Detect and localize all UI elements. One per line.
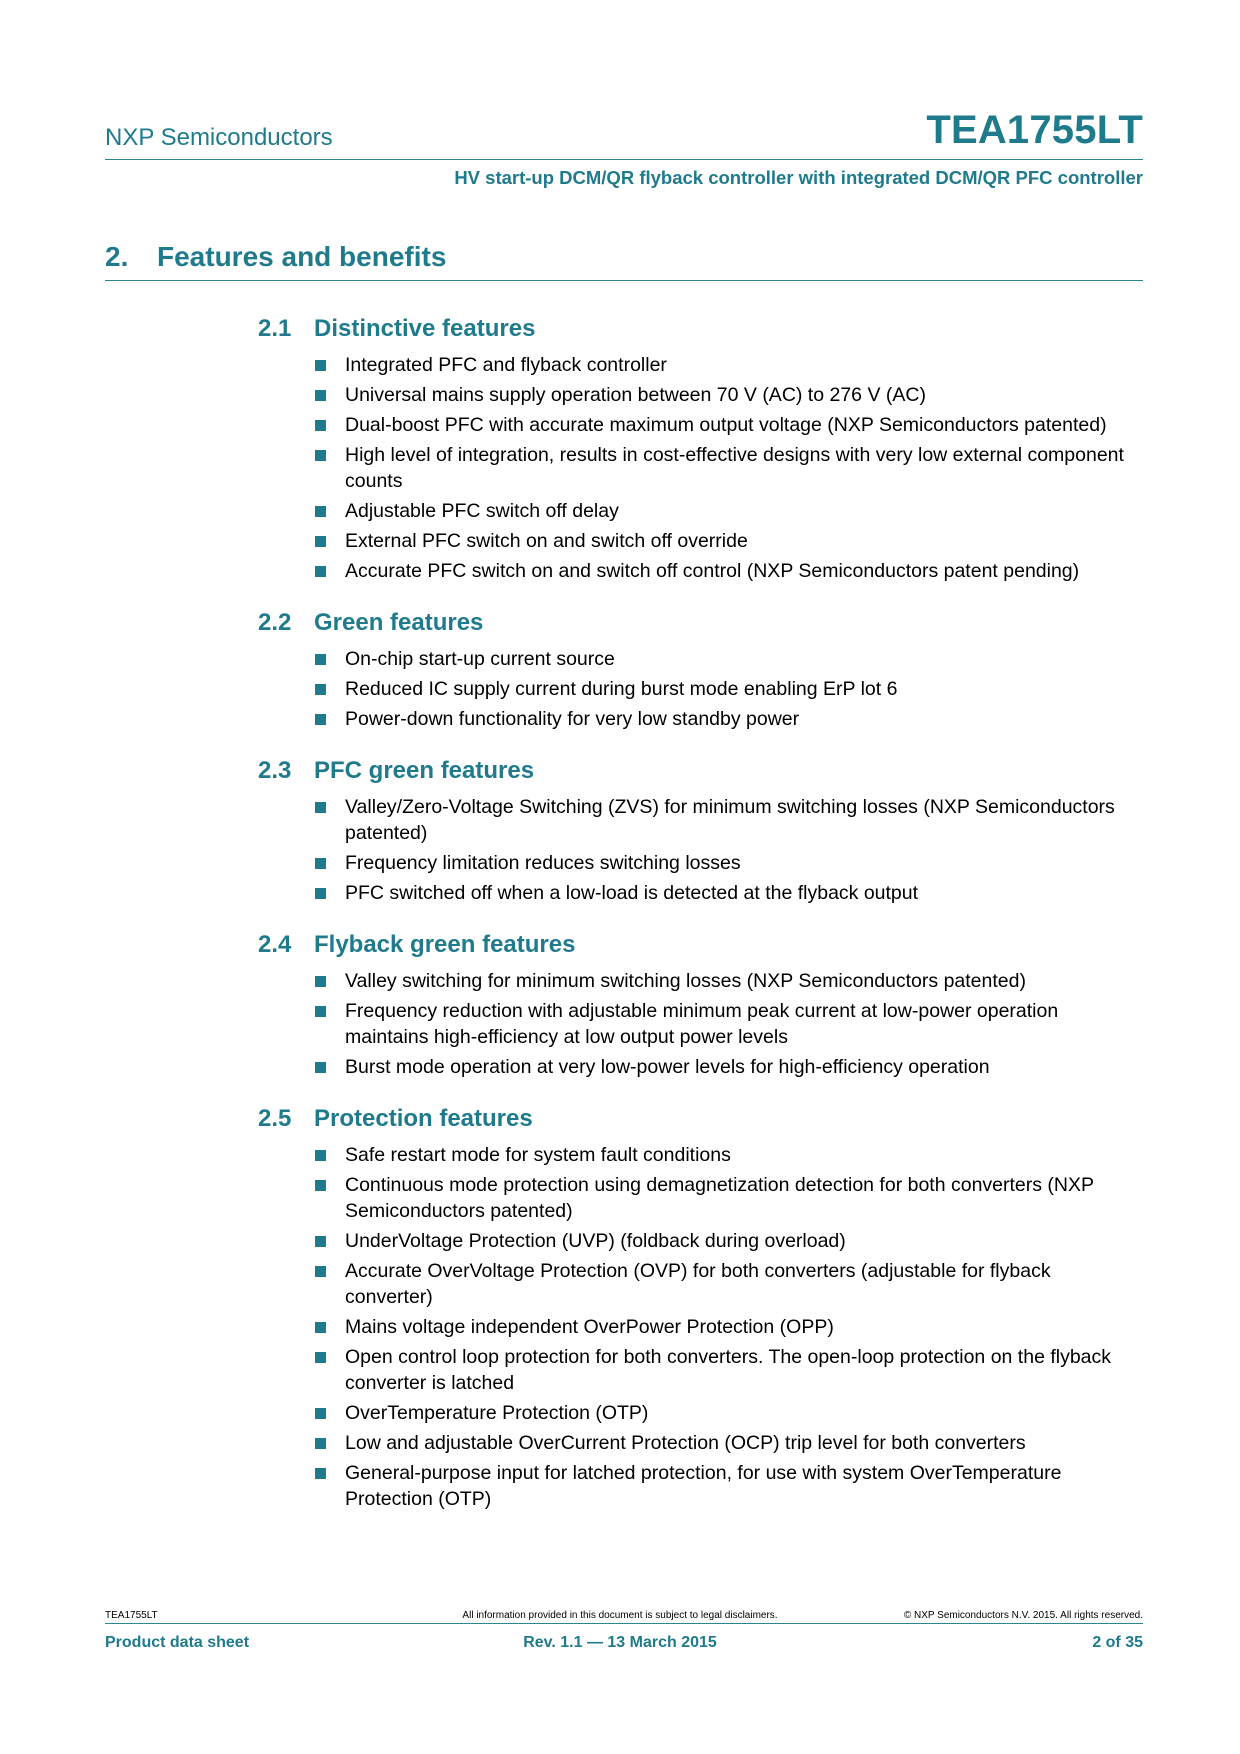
square-bullet-icon	[315, 1062, 326, 1073]
section-number: 2.3	[258, 757, 292, 784]
product-subtitle: HV start-up DCM/QR flyback controller with integrated DCM/QR PFC controller	[454, 167, 1143, 188]
list-item-text: On-chip start-up current source	[345, 648, 615, 670]
list-item	[258, 1172, 1143, 1224]
list-item	[258, 850, 1143, 876]
list-item-text: UnderVoltage Protection (UVP) (foldback during overload)	[345, 1230, 846, 1252]
section-title-text: PFC green features	[314, 757, 535, 784]
footer-revision: Rev. 1.1 — 13 March 2015	[523, 1634, 717, 1651]
feature-section	[258, 928, 1143, 1080]
list-item	[258, 412, 1143, 438]
square-bullet-icon	[315, 888, 326, 899]
section-title	[258, 1102, 1143, 1136]
features-content	[258, 312, 1143, 1534]
square-bullet-icon	[315, 1180, 326, 1191]
footer-doc-id: TEA1755LT	[105, 1610, 158, 1621]
square-bullet-icon	[315, 976, 326, 987]
section-title-text: Distinctive features	[314, 315, 536, 342]
feature-list	[258, 968, 1143, 1080]
section-title-text: Protection features	[314, 1105, 533, 1132]
header-divider	[105, 159, 1143, 160]
square-bullet-icon	[315, 858, 326, 869]
list-item-text: Open control loop protection for both converters. The open-loop protection on the flyback converter is latched	[345, 1346, 1112, 1394]
section-title	[258, 754, 1143, 788]
list-item-text: Continuous mode protection using demagnetization detection for both converters (NXP Semiconductors patented)	[345, 1174, 1094, 1222]
list-item	[258, 352, 1143, 378]
square-bullet-icon	[315, 1150, 326, 1161]
list-item-text: Safe restart mode for system fault conditions	[345, 1144, 731, 1166]
square-bullet-icon	[315, 566, 326, 577]
list-item	[258, 1258, 1143, 1310]
page-heading	[105, 241, 446, 273]
square-bullet-icon	[315, 802, 326, 813]
square-bullet-icon	[315, 1322, 326, 1333]
list-item-text: OverTemperature Protection (OTP)	[345, 1402, 649, 1424]
list-item	[258, 676, 1143, 702]
section-title	[258, 928, 1143, 962]
list-item	[258, 1460, 1143, 1512]
list-item-text: PFC switched off when a low-load is detected at the flyback output	[345, 882, 919, 904]
square-bullet-icon	[315, 1352, 326, 1363]
list-item-text: External PFC switch on and switch off override	[345, 530, 748, 552]
list-item	[258, 794, 1143, 846]
square-bullet-icon	[315, 1006, 326, 1017]
footer-legal: All information provided in this document is subject to legal disclaimers.	[462, 1610, 778, 1621]
footer-page-number: 2 of 35	[1092, 1634, 1143, 1651]
square-bullet-icon	[315, 1468, 326, 1479]
list-item-text: Low and adjustable OverCurrent Protection (OCP) trip level for both converters	[345, 1432, 1026, 1454]
list-item	[258, 498, 1143, 524]
square-bullet-icon	[315, 1236, 326, 1247]
list-item	[258, 528, 1143, 554]
footer-copyright: © NXP Semiconductors N.V. 2015. All rights reserved.	[903, 1610, 1143, 1621]
list-item-text: Valley switching for minimum switching losses (NXP Semiconductors patented)	[345, 970, 1026, 992]
list-item-text: Integrated PFC and flyback controller	[345, 354, 667, 376]
heading-divider	[105, 280, 1143, 281]
feature-list	[258, 794, 1143, 906]
section-number: 2.5	[258, 1105, 292, 1132]
list-item	[258, 558, 1143, 584]
list-item-text: General-purpose input for latched protection, for use with system OverTemperature Protection (OTP)	[345, 1462, 1062, 1510]
square-bullet-icon	[315, 390, 326, 401]
company-name: NXP Semiconductors	[105, 124, 333, 151]
list-item-text: Accurate OverVoltage Protection (OVP) for both converters (adjustable for flyback converter)	[345, 1260, 1051, 1308]
product-title: TEA1755LT	[926, 108, 1143, 152]
heading-title: Features and benefits	[157, 241, 447, 272]
list-item	[258, 1142, 1143, 1168]
list-item	[258, 1054, 1143, 1080]
list-item	[258, 706, 1143, 732]
list-item-text: Valley/Zero-Voltage Switching (ZVS) for minimum switching losses (NXP Semiconductors patented)	[345, 796, 1115, 844]
list-item	[258, 646, 1143, 672]
feature-list	[258, 352, 1143, 584]
square-bullet-icon	[315, 1438, 326, 1449]
list-item	[258, 968, 1143, 994]
feature-section	[258, 754, 1143, 906]
square-bullet-icon	[315, 654, 326, 665]
section-title-text: Flyback green features	[314, 931, 576, 958]
feature-section	[258, 1102, 1143, 1512]
list-item-text: Dual-boost PFC with accurate maximum output voltage (NXP Semiconductors patented)	[345, 414, 1107, 436]
list-item-text: Adjustable PFC switch off delay	[345, 500, 619, 522]
list-item-text: Reduced IC supply current during burst mode enabling ErP lot 6	[345, 678, 898, 700]
square-bullet-icon	[315, 536, 326, 547]
list-item	[258, 1400, 1143, 1426]
list-item	[258, 1430, 1143, 1456]
list-item	[258, 442, 1143, 494]
square-bullet-icon	[315, 450, 326, 461]
feature-section	[258, 606, 1143, 732]
list-item-text: Burst mode operation at very low-power levels for high-efficiency operation	[345, 1056, 990, 1078]
footer-divider	[105, 1623, 1143, 1624]
section-number: 2.1	[258, 315, 292, 342]
list-item	[258, 1314, 1143, 1340]
square-bullet-icon	[315, 714, 326, 725]
section-number: 2.2	[258, 609, 292, 636]
square-bullet-icon	[315, 420, 326, 431]
footer-doc-type: Product data sheet	[105, 1634, 250, 1651]
heading-number: 2.	[105, 241, 129, 272]
section-title-text: Green features	[314, 609, 484, 636]
section-title	[258, 606, 1143, 640]
square-bullet-icon	[315, 1266, 326, 1277]
section-number: 2.4	[258, 931, 292, 958]
list-item	[258, 1344, 1143, 1396]
list-item	[258, 382, 1143, 408]
feature-list	[258, 646, 1143, 732]
square-bullet-icon	[315, 1408, 326, 1419]
list-item-text: High level of integration, results in cost-effective designs with very low external component counts	[345, 444, 1124, 492]
square-bullet-icon	[315, 506, 326, 517]
list-item	[258, 998, 1143, 1050]
list-item-text: Frequency reduction with adjustable minimum peak current at low-power operation maintains high-efficiency at low output power levels	[345, 1000, 1059, 1048]
list-item-text: Accurate PFC switch on and switch off control (NXP Semiconductors patent pending)	[345, 560, 1080, 582]
list-item-text: Mains voltage independent OverPower Protection (OPP)	[345, 1316, 834, 1338]
list-item-text: Universal mains supply operation between 70 V (AC) to 276 V (AC)	[345, 384, 926, 406]
list-item	[258, 880, 1143, 906]
feature-list	[258, 1142, 1143, 1512]
list-item-text: Power-down functionality for very low standby power	[345, 708, 800, 730]
section-title	[258, 312, 1143, 346]
square-bullet-icon	[315, 684, 326, 695]
square-bullet-icon	[315, 360, 326, 371]
list-item-text: Frequency limitation reduces switching losses	[345, 852, 741, 874]
feature-section	[258, 312, 1143, 584]
list-item	[258, 1228, 1143, 1254]
